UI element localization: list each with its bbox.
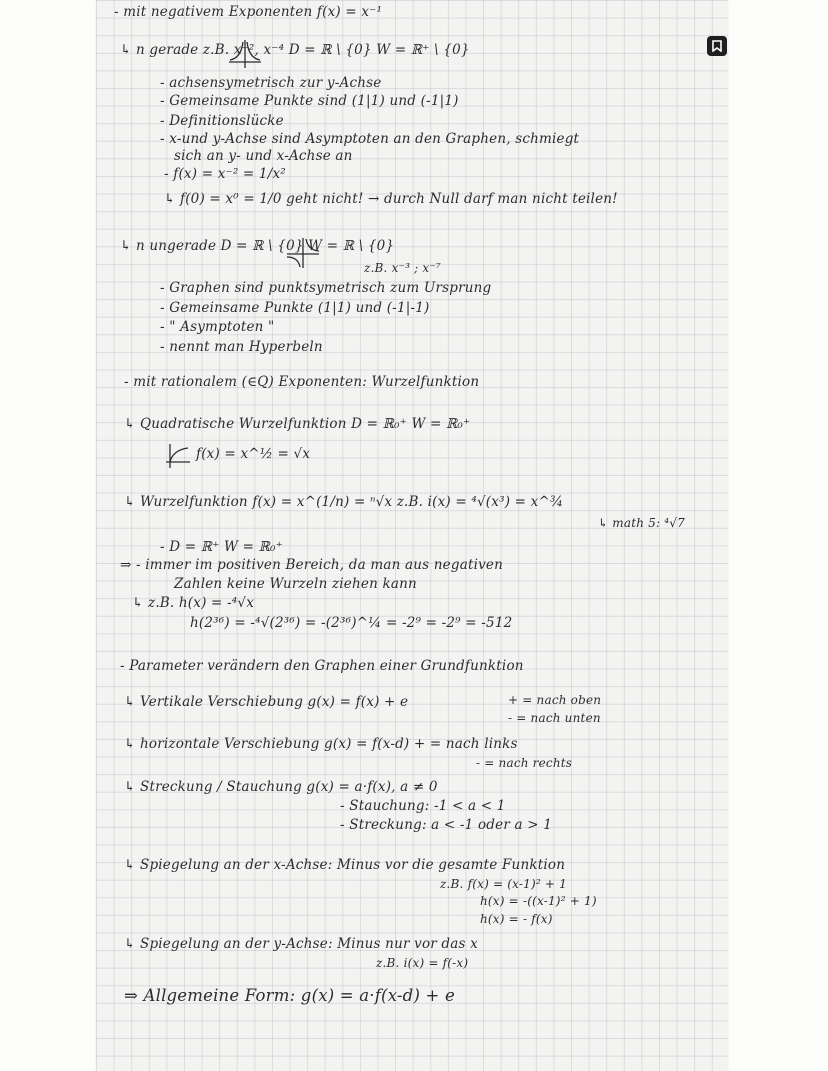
- note-line: ↳ math 5: ⁴√7: [598, 516, 685, 530]
- note-line: - x-und y-Achse sind Asymptoten an den Graphen, schmiegt: [160, 131, 580, 147]
- note-line: - = nach rechts: [476, 756, 573, 770]
- graph-sketch-icon: [164, 442, 192, 470]
- note-line: ↳ Wurzelfunktion f(x) = x^(1/n) = ⁿ√x z.B. i(x) = ⁴√(x³) = x^¾: [124, 494, 564, 510]
- note-line: - f(x) = x⁻² = 1/x²: [164, 166, 286, 182]
- note-line: sich an y- und x-Achse an: [174, 148, 353, 164]
- note-line: ↳ Vertikale Verschiebung g(x) = f(x) + e: [124, 694, 409, 710]
- note-line: f(x) = x^½ = √x: [196, 446, 311, 462]
- bookmark-icon[interactable]: [707, 36, 727, 56]
- note-line: ↳ Streckung / Stauchung g(x) = a·f(x), a ≠ 0: [124, 779, 438, 795]
- note-line: ↳ n gerade z.B. x⁻², x⁻⁴ D = ℝ \ {0} W = ℝ⁺ \ {0}: [120, 42, 470, 58]
- note-line: + = nach oben: [508, 693, 602, 707]
- note-line: - Gemeinsame Punkte (1|1) und (-1|-1): [160, 300, 430, 316]
- note-line: ⇒ Allgemeine Form: g(x) = a·f(x-d) + e: [124, 986, 455, 1005]
- note-line: h(x) = - f(x): [480, 912, 553, 926]
- note-line: ⇒ - immer im positiven Bereich, da man aus negativen: [120, 557, 503, 573]
- note-line: ↳ horizontale Verschiebung g(x) = f(x-d) + = nach links: [124, 736, 518, 752]
- note-line: - Parameter verändern den Graphen einer Grundfunktion: [120, 658, 524, 674]
- note-line: - Streckung: a < -1 oder a > 1: [340, 817, 553, 833]
- note-line: - D = ℝ⁺ W = ℝ₀⁺: [160, 539, 283, 555]
- note-line: z.B. i(x) = f(-x): [376, 956, 469, 970]
- note-line: ↳ Quadratische Wurzelfunktion D = ℝ₀⁺ W = ℝ₀⁺: [124, 416, 471, 432]
- note-line: - Definitionslücke: [160, 113, 284, 129]
- note-line: - nennt man Hyperbeln: [160, 339, 323, 355]
- note-line: - mit negativem Exponenten f(x) = x⁻¹: [114, 4, 383, 20]
- note-line: ↳ n ungerade D = ℝ \ {0} W = ℝ \ {0}: [120, 238, 395, 254]
- note-line: - Stauchung: -1 < a < 1: [340, 798, 506, 814]
- note-line: - Graphen sind punktsymetrisch zum Ursprung: [160, 280, 492, 296]
- note-line: ↳ Spiegelung an der y-Achse: Minus nur vor das x: [124, 936, 478, 952]
- note-line: ↳ Spiegelung an der x-Achse: Minus vor die gesamte Funktion: [124, 857, 566, 873]
- note-line: - achsensymetrisch zur y-Achse: [160, 75, 382, 91]
- note-line: z.B. f(x) = (x-1)² + 1: [440, 877, 567, 891]
- note-line: ↳ f(0) = x⁰ = 1/0 geht nicht! → durch Null darf man nicht teilen!: [164, 191, 618, 207]
- note-line: h(x) = -((x-1)² + 1): [480, 894, 597, 908]
- note-line: - = nach unten: [508, 711, 601, 725]
- note-line: z.B. x⁻³ ; x⁻⁷: [364, 261, 441, 275]
- note-line: - " Asymptoten ": [160, 319, 275, 335]
- note-line: ↳ z.B. h(x) = -⁴√x: [132, 595, 255, 611]
- note-line: h(2³⁶) = -⁴√(2³⁶) = -(2³⁶)^¼ = -2⁹ = -2⁹ = -512: [190, 615, 513, 631]
- note-line: - mit rationalem (∈Q) Exponenten: Wurzelfunktion: [124, 374, 480, 390]
- note-line: Zahlen keine Wurzeln ziehen kann: [174, 576, 417, 592]
- note-line: - Gemeinsame Punkte sind (1|1) und (-1|1): [160, 93, 459, 109]
